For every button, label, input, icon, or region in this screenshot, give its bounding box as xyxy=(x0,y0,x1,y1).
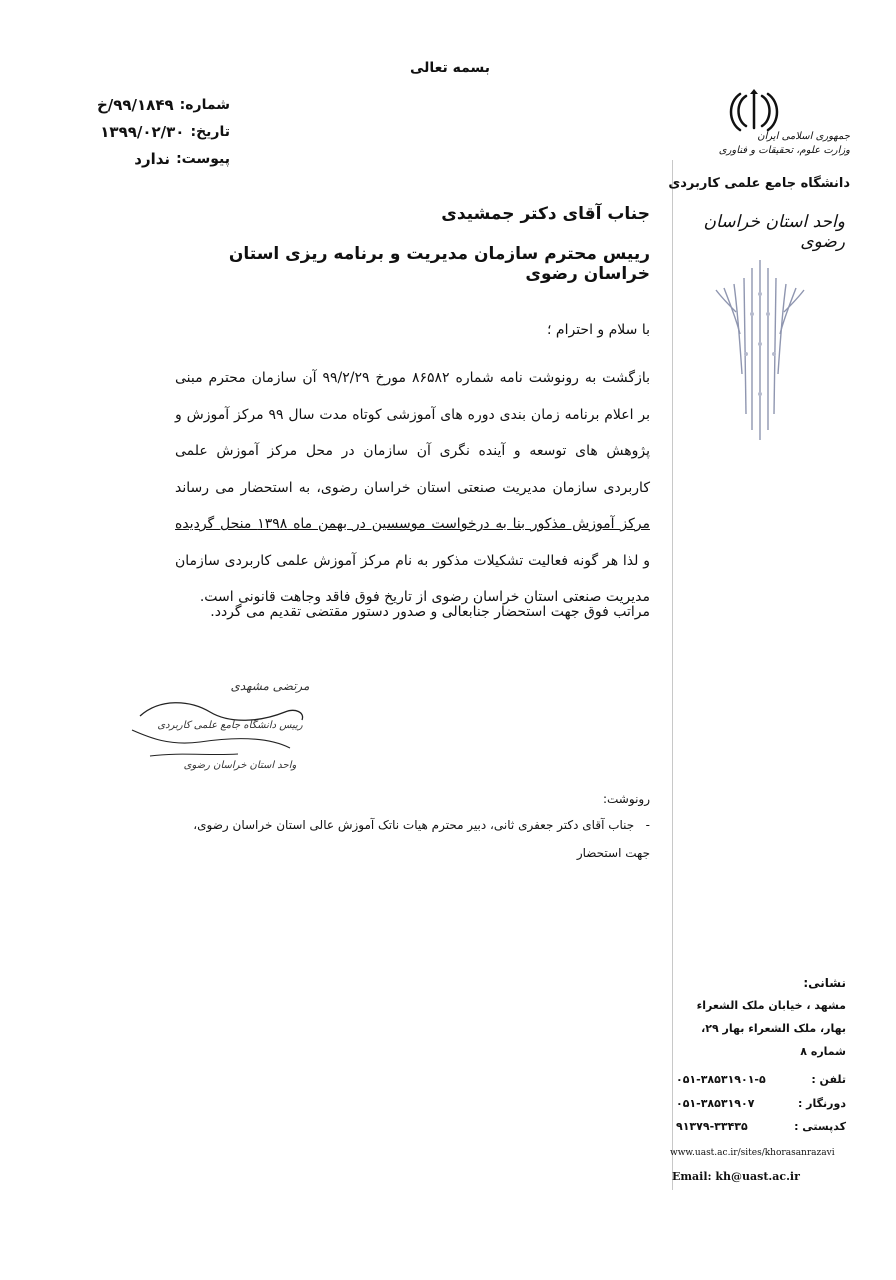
body-line: مرکز آموزش مذکور بنا به درخواست موسسین در بهمن ماه ۱۳۹۸ منحل گردیده xyxy=(175,516,650,532)
fax-row xyxy=(676,1097,846,1110)
ministry-line-1: جمهوری اسلامی ایران xyxy=(757,131,850,142)
signature-title-line-2: واحد استان خراسان رضوی xyxy=(183,760,297,771)
letter-date-value: ۱۳۹۹/۰۲/۳۰ xyxy=(100,123,185,141)
address-line-3: شماره ۸ xyxy=(800,1045,846,1058)
letter-number-row xyxy=(60,92,230,119)
copy-to-label: رونوشت: xyxy=(602,792,650,806)
signature-image xyxy=(120,668,320,788)
university-name: دانشگاه جامع علمی کاربردی xyxy=(668,176,850,191)
phone-row xyxy=(676,1073,846,1086)
body-line: کاربردی سازمان مدیریت صنعتی استان خراسان رضوی، به استحضار می رساند xyxy=(175,479,650,496)
signature-name: مرتضی مشهدی xyxy=(230,679,310,693)
body-line: و لذا هر گونه فعالیت تشکیلات مذکور به نام مرکز آموزش علمی کاربردی سازمان xyxy=(175,552,650,569)
letter-attachment-row xyxy=(60,146,230,173)
closing-sentence: مراتب فوق جهت استحضار جنابعالی و صدور دستور مقتضی تقدیم می گردد. xyxy=(210,604,650,620)
copy-to-entry xyxy=(140,818,650,832)
address-title: نشانی: xyxy=(803,976,846,990)
fax-label: دورنگار : xyxy=(797,1097,846,1110)
margin-divider xyxy=(672,160,673,1190)
body-line: مدیریت صنعتی استان خراسان رضوی از تاریخ فوق فاقد وجاهت قانونی است. xyxy=(199,589,650,605)
addressee-title: رییس محترم سازمان مدیریت و برنامه ریزی استان خراسان رضوی xyxy=(228,244,650,284)
letter-date-row xyxy=(60,119,230,146)
signature-title-line-1: رییس دانشگاه جامع علمی کاربردی xyxy=(157,720,303,731)
copy-to-dash: - xyxy=(634,818,650,832)
university-logo-icon xyxy=(712,254,808,444)
postal-code-label: کدپستی : xyxy=(794,1120,846,1133)
unit-name: واحد استان خراسان رضوی xyxy=(703,212,845,252)
letter-number-value: ۹۹/۱۸۴۹/خ xyxy=(96,96,174,114)
iran-emblem-icon xyxy=(726,88,782,134)
website-link[interactable]: www.uast.ac.ir/sites/khorasanrazavi xyxy=(670,1148,835,1158)
address-line-2: بهار، ملک الشعراء بهار ۲۹، xyxy=(701,1022,846,1035)
ministry-line-2: وزارت علوم، تحقیقات و فناوری xyxy=(718,145,850,156)
letter-attachment-label: پیوست: xyxy=(176,151,230,167)
addressee-name: جناب آقای دکتر جمشیدی xyxy=(441,204,650,224)
copy-to-entry-text: جناب آقای دکتر جعفری ثانی، دبیر محترم هیات ناتک آموزش عالی استان خراسان رضوی، xyxy=(193,818,635,832)
letter-body xyxy=(175,360,650,616)
email-link[interactable]: Email: kh@uast.ac.ir xyxy=(672,1170,800,1183)
letter-attachment-value: ندارد xyxy=(134,150,171,168)
postal-code-row xyxy=(676,1120,846,1133)
letter-meta xyxy=(60,92,230,173)
bismillah-heading: بسمه تعالی xyxy=(409,60,491,76)
postal-code-value: ۹۱۳۷۹-۳۳۴۳۵ xyxy=(676,1120,748,1133)
ministry-block xyxy=(660,130,850,158)
letter-date-label: تاریخ: xyxy=(190,124,230,140)
greeting: با سلام و احترام ؛ xyxy=(547,322,650,338)
body-line: بازگشت به رونوشت نامه شماره ۸۶۵۸۲ مورخ ۹۹/۲/۲۹ آن سازمان محترم مبنی xyxy=(175,370,650,386)
copy-to-entry-cont: جهت استحضار xyxy=(576,846,650,860)
body-line: بر اعلام برنامه زمان بندی دوره های آموزشی کوتاه مدت سال ۹۹ مرکز آموزش و xyxy=(175,406,650,423)
letter-number-label: شماره: xyxy=(179,97,230,113)
body-line: پژوهش های توسعه و آینده نگری آن سازمان در محل مرکز آموزش علمی xyxy=(175,443,650,459)
address-line-1: مشهد ، خیابان ملک الشعراء xyxy=(696,999,846,1012)
phone-label: تلفن : xyxy=(811,1073,846,1086)
phone-value: ۰۵۱-۳۸۵۳۱۹۰۱-۵ xyxy=(676,1073,766,1086)
fax-value: ۰۵۱-۳۸۵۳۱۹۰۷ xyxy=(676,1097,755,1110)
